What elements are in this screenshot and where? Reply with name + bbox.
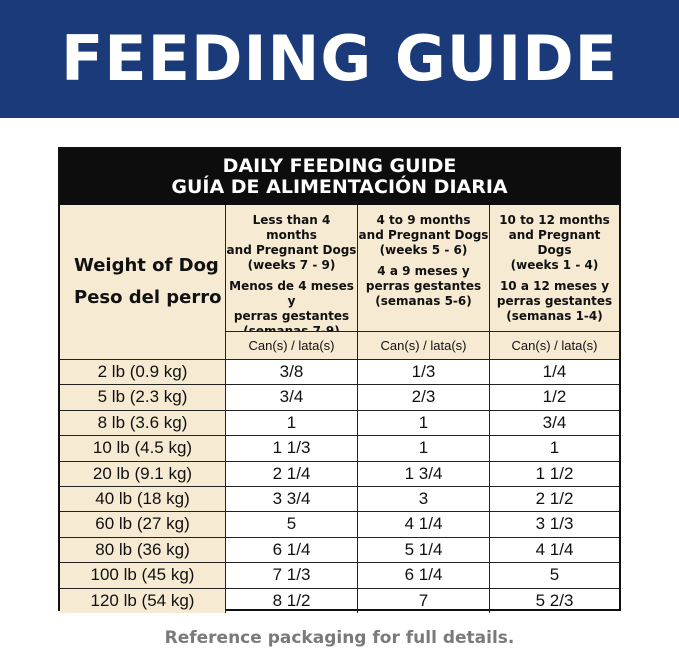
col2-es-3: (semanas 5-6)	[375, 294, 472, 308]
amount-cell: 1 1/3	[226, 436, 358, 460]
col2-en-3: (weeks 5 - 6)	[379, 243, 468, 257]
amount-cell: 2 1/2	[535, 488, 574, 508]
amount-cell: 1/2	[542, 387, 567, 407]
weight-cell: 40 lb (18 kg)	[60, 487, 226, 511]
amount-cell: 4 1/4	[358, 512, 490, 536]
amount-cell: 2/3	[358, 385, 490, 409]
table-row	[60, 435, 619, 460]
col3-es-3: (semanas 1-4)	[506, 309, 603, 323]
amount-cell: 1	[549, 438, 560, 458]
column-header-1	[226, 205, 358, 331]
col3-es-1: 10 a 12 meses y	[499, 279, 610, 293]
amount-cell: 3/4	[542, 412, 567, 432]
amount-cell: 5 2/3	[535, 590, 574, 610]
weight-cell: 20 lb (9.1 kg)	[60, 462, 226, 486]
amount-cell: 6 1/4	[226, 538, 358, 562]
footer-note: Reference packaging for full details.	[164, 628, 515, 648]
col1-en-1: Less than 4 months	[252, 213, 331, 242]
col1-es-2: perras gestantes	[233, 309, 350, 323]
amount-cell: 7	[358, 589, 490, 613]
col2-es-1: 4 a 9 meses y	[377, 264, 470, 278]
weight-header-es: Peso del perro	[74, 287, 222, 308]
weight-cell: 60 lb (27 kg)	[60, 512, 226, 536]
weight-cell: 5 lb (2.3 kg)	[60, 385, 226, 409]
weight-cell: 2 lb (0.9 kg)	[60, 360, 226, 384]
col1-en-3: (weeks 7 - 9)	[247, 258, 336, 272]
amount-cell: 5	[226, 512, 358, 536]
banner	[0, 0, 679, 118]
amount-cell: 1/4	[542, 362, 567, 381]
col3-en-1: 10 to 12 months	[499, 213, 610, 227]
amount-cell: 8 1/2	[226, 589, 358, 613]
weight-header-en: Weight of Dog	[74, 255, 219, 276]
table-row	[60, 511, 619, 536]
table-row	[60, 537, 619, 562]
col2-es-2: perras gestantes	[365, 279, 482, 293]
amount-cell: 3 3/4	[226, 487, 358, 511]
amount-cell: 5 1/4	[358, 538, 490, 562]
col2-en-2: and Pregnant Dogs	[358, 228, 489, 242]
table-row	[60, 384, 619, 409]
table-row	[60, 461, 619, 486]
feeding-table	[58, 147, 621, 611]
amount-cell: 1	[358, 436, 490, 460]
weight-cell: 100 lb (45 kg)	[60, 563, 226, 587]
table-body	[60, 359, 619, 613]
col3-es-2: perras gestantes	[496, 294, 613, 308]
table-row	[60, 359, 619, 384]
col1-es-1: Menos de 4 meses y	[229, 279, 354, 308]
amount-cell: 3/8	[226, 360, 358, 384]
amount-cell: 4 1/4	[535, 539, 574, 559]
amount-cell: 2 1/4	[226, 462, 358, 486]
col1-en-2: and Pregnant Dogs	[226, 243, 357, 257]
amount-cell: 3	[358, 487, 490, 511]
table-title-es: GUÍA DE ALIMENTACIÓN DIARIA	[171, 176, 508, 198]
weight-cell: 120 lb (54 kg)	[60, 589, 226, 613]
weight-header	[60, 205, 226, 359]
unit-label-3: Can(s) / lata(s)	[490, 331, 619, 359]
amount-cell: 5	[549, 565, 560, 585]
amount-cell: 7 1/3	[226, 563, 358, 587]
amount-cell: 3/4	[226, 385, 358, 409]
table-row	[60, 562, 619, 587]
weight-cell: 8 lb (3.6 kg)	[60, 411, 226, 435]
table-row	[60, 588, 619, 613]
column-header-2	[358, 205, 490, 331]
banner-title: FEEDING GUIDE	[60, 22, 619, 95]
amount-cell: 1 3/4	[358, 462, 490, 486]
amount-cell: 1/3	[358, 360, 490, 384]
table-row	[60, 410, 619, 435]
amount-cell: 6 1/4	[358, 563, 490, 587]
amount-cell: 1 1/2	[535, 463, 574, 483]
col3-en-3: (weeks 1 - 4)	[510, 258, 599, 272]
table-row	[60, 486, 619, 511]
amount-cell: 1	[358, 411, 490, 435]
table-title	[60, 149, 619, 205]
amount-cell: 3 1/3	[535, 514, 574, 534]
column-header-3	[490, 205, 619, 331]
unit-label-2: Can(s) / lata(s)	[358, 331, 490, 359]
amount-cell: 1	[226, 411, 358, 435]
table-title-en: DAILY FEEDING GUIDE	[222, 155, 457, 177]
col3-en-2: and Pregnant Dogs	[508, 228, 601, 257]
weight-cell: 80 lb (36 kg)	[60, 538, 226, 562]
weight-cell: 10 lb (4.5 kg)	[60, 436, 226, 460]
col2-en-1: 4 to 9 months	[376, 213, 471, 227]
unit-label-1: Can(s) / lata(s)	[226, 331, 358, 359]
